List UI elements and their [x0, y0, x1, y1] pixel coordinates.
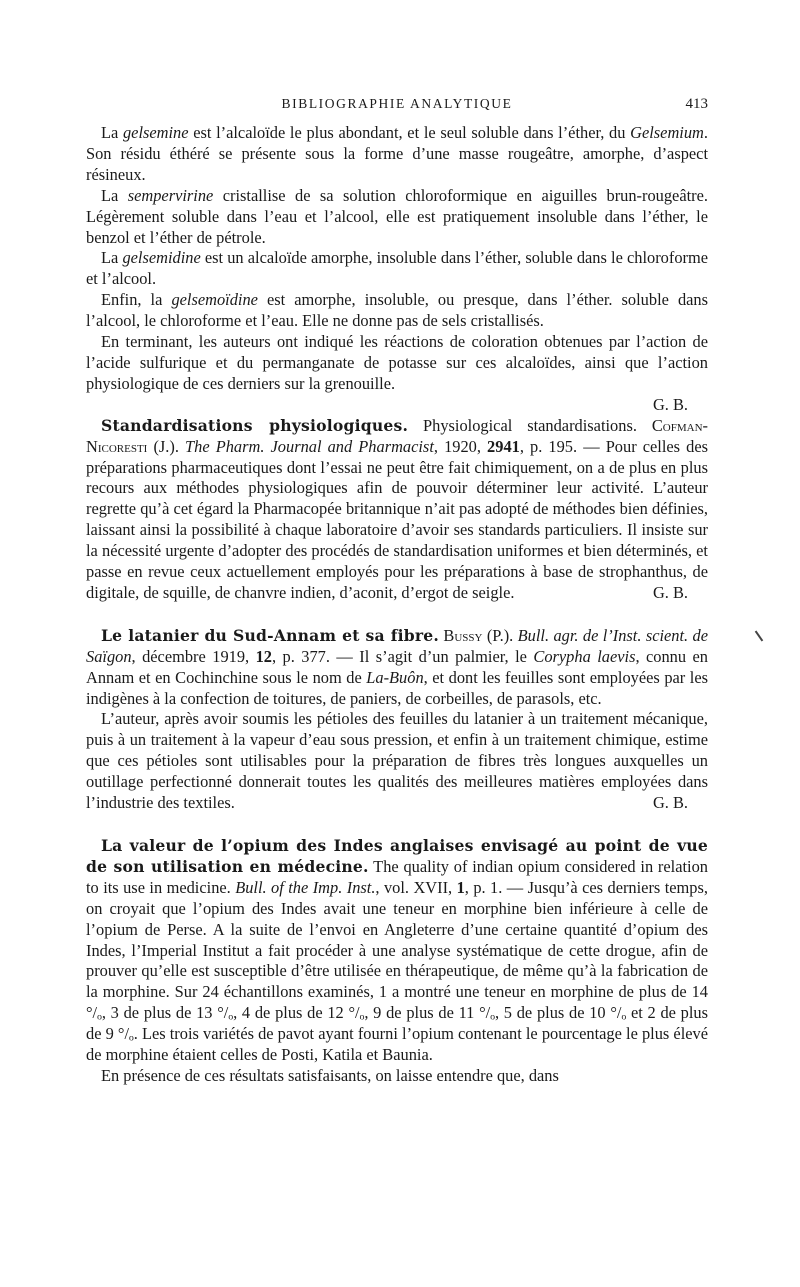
author: Bussy [439, 625, 483, 645]
issue-number: 1 [456, 877, 465, 897]
alkaloid-name: gelsemine [122, 123, 189, 142]
review-entry: Standardisations physiologiques. Physiological standardisations. Cofman-Nicoresti (J.). The Pharm. Journal and Pharmacist, 1920, 2941, p. 195. — Pour celles des préparations pharmaceutiques dont l’essai ne peut être fait chimiquement, on a de plus en plus recours aux méthodes physiologiques afin de pouvoir déterminer leur activité. L’auteur regrette qu’à cet égard la Pharmacopée britannique n’ait pas adopté de méthodes bien définies, laissant ainsi la possibilité à chaque laboratoire d’avoir ses standards particuliers. Il insiste sur la nécessité urgente d’adopter des procédés de standardisation uniformes et bien déterminés, et passe en revue ceux actuellement employés pour les préparations à base de strophanthus, de digitale, de squille, de chanvre indien, d’aconit, d’ergot de seigle. G. B. [86, 415, 709, 602]
volume-number: 12 [255, 646, 272, 666]
paragraph: La sempervirine cristallise de sa solution chloroformique en aiguilles brun-rougeâtre. Légèrement soluble dans l’eau et l’alcool, elle est pratiquement insoluble dans l’éther, le benzol et l’éther de pétrole. [86, 185, 708, 247]
entry-title: La valeur de l’opium des Indes anglaises envisagé au point de vue de son utilisation en médecine. [86, 836, 708, 876]
page-number: 413 [685, 96, 708, 112]
section-gap [86, 814, 708, 836]
running-title: BIBLIOGRAPHIE ANALYTIQUE [281, 96, 513, 111]
journal-title: Bull. agr. de l’Inst. scient. de Saïgon [86, 625, 709, 666]
review-entry: Le latanier du Sud-Annam et sa fibre. Bussy (P.). Bull. agr. de l’Inst. scient. de Saïgon, décembre 1919, 12, p. 377. — Il s’agit d’un palmier, le Corypha laevis, connu en Annam et en Cochinchine sous le nom de La-Buôn, et dont les feuilles sont employées par les indigènes à la confection de toitures, de paniers, de corbeilles, de parasols, etc. [86, 625, 709, 708]
page-header [86, 96, 708, 118]
alkaloid-name: gelsemidine [122, 248, 201, 268]
alkaloid-name: gelsemoïdine [171, 290, 258, 310]
section-gap [86, 604, 708, 626]
issue-number: 2941 [487, 436, 520, 456]
journal-title: Bull. of the Imp. Inst. [235, 877, 376, 897]
entry-title: Le latanier du Sud-Annam et sa fibre. [101, 625, 440, 645]
paragraph: En terminant, les auteurs ont indiqué les réactions de coloration obtenues par l’action de l’acide sulfurique et du permanganate de potasse sur ces alcaloïdes, ainsi que l’action physiologique de ces derniers sur la grenouille. [86, 332, 708, 393]
author: Cofman-Nicoresti [86, 415, 708, 456]
review-entry: La valeur de l’opium des Indes anglaises envisagé au point de vue de son utilisation en médecine. The quality of indian opium considered in relation to its use in medicine. Bull. of the Imp. Inst., vol. XVII, 1, p. 1. — Jusqu’à ces derniers temps, on croyait que l’opium des Indes avait une teneur en morphine bien inférieure à celle de l’opium de Perse. A la suite de l’envoi en Angleterre d’une certaine quantité d’opium des Indes, l’Imperial Institut a fait procéder à une analyse systématique de cette drogue, afin de prouver qu’elle est susceptible d’être utilisée en thérapeutique, de même qu’à la fabrication de la morphine. Sur 24 échantillons examinés, 1 a montré une teneur en morphine de plus de 14 °/ₒ, 3 de plus de 13 °/ₒ, 4 de plus de 12 °/ₒ, 9 de plus de 11 °/ₒ, 5 de plus de 10 °/ₒ et 2 de plus de 9 °/ₒ. Les trois variétés de pavot ayant fourni l’opium contenant le pourcentage le plus élevé de morphine étaient celles de Posti, Katila et Baunia. [86, 836, 708, 1065]
signature: G. B. [652, 793, 688, 813]
page-body [86, 123, 708, 1087]
species-name: Corypha laevis [533, 646, 636, 666]
entry-title: Standardisations physiologiques. [101, 415, 409, 435]
paragraph: La gelsemidine est un alcaloïde amorphe, insoluble dans l’éther, soluble dans le chloroforme et l’alcool. [86, 248, 708, 289]
signature: G. B. [652, 394, 688, 414]
stray-mark [755, 631, 764, 642]
plant-name: Gelsemium [630, 123, 704, 142]
paragraph: L’auteur, après avoir soumis les pétioles des feuilles du latanier à un traitement mécanique, puis à un traitement à la vapeur d’eau sous pression, et enfin à un traitement chimique, estime que ces pétioles sont utilisables pour la préparation de fibres très longues auxquelles un outillage perfectionné donnerait toutes les qualités des meilleures matières employées dans l’industrie des textiles. G. B. [86, 709, 708, 813]
paragraph: En présence de ces résultats satisfaisants, on laisse entendre que, dans [101, 1065, 559, 1085]
signature: G. B. [652, 582, 688, 602]
journal-title: The Pharm. Journal and Pharmacist [185, 436, 434, 456]
alkaloid-name: sempervirine [127, 185, 214, 205]
paragraph: La gelsemine est l’alcaloïde le plus abondant, et le seul soluble dans l’éther, du Gelsemium. Son résidu éthéré se présente sous la forme d’une masse rougeâtre, amorphe, d’aspect résineux. [86, 123, 708, 184]
paragraph: Enfin, la gelsemoïdine est amorphe, insoluble, ou presque, dans l’éther. soluble dans l’alcool, le chloroforme et l’eau. Elle ne donne pas de sels cristallisés. [86, 290, 708, 331]
local-name: La-Buôn [366, 667, 424, 687]
